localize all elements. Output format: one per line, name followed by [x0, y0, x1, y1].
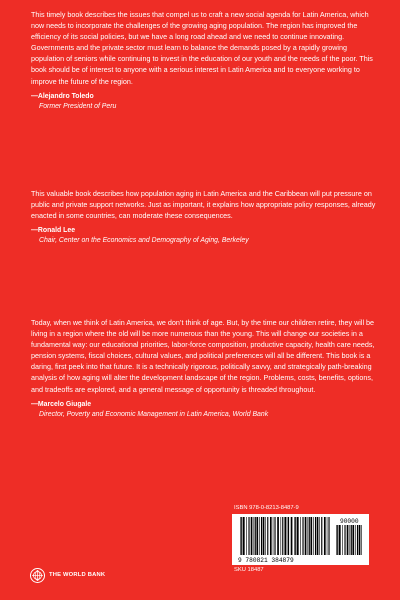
- endorsement-toledo: [31, 9, 376, 112]
- world-bank-globe-icon: [30, 568, 45, 583]
- endorser-title: Director, Poverty and Economic Management in Latin America, World Bank: [39, 410, 269, 418]
- world-bank-logo: [30, 566, 105, 584]
- endorsement-text: This valuable book describes how population aging in Latin America and the Caribbean will put pressure on public and private support networks. Just as important, it explains how appropriate policy responses, already enacted in some countries, can moderate these consequences.: [31, 189, 376, 221]
- endorser-name: —Marcelo Giugale: [31, 400, 92, 408]
- barcode-graphic: [232, 514, 369, 565]
- endorser-title: Chair, Center on the Economics and Demography of Aging, Berkeley: [39, 237, 249, 245]
- barcode-number: 9 780821 384879: [238, 557, 294, 564]
- isbn-label: ISBN 978-0-8213-8487-9: [234, 505, 299, 511]
- publisher-name: THE WORLD BANK: [49, 572, 106, 578]
- endorsement-giugale: [31, 317, 376, 420]
- barcode-price-code: 90000: [340, 518, 359, 525]
- sku-label: SKU 18487: [234, 567, 264, 573]
- endorsement-text: Today, when we think of Latin America, we don’t think of age. But, by the time our children retire, they will be living in a region where the old will be more numerous than the young. This will change our societies in a fundamental way: our educational priorities, labor-force composition, productive capacity, health care needs, pension systems, fiscal choices, cultural values, and political preferences will all be different. This book is a daring, first peek into that future. It is a technically rigorous, politically savvy, and strategically path-breaking analysis of how aging will alter the development landscape of the region. Problems, costs, benefits, options, and tradeoffs are explored, and a general message of opportunity is threaded throughout.: [31, 318, 375, 394]
- endorsement-lee: [31, 188, 376, 246]
- endorser-name: —Alejandro Toledo: [31, 92, 94, 100]
- endorser-name: —Ronald Lee: [31, 227, 76, 235]
- endorsement-text: This timely book describes the issues that compel us to craft a new social agenda for Latin America, which now needs to incorporate the challenges of the growing aging population. The region has improved the efficiency of its social policies, but we have a long road ahead and we need to continue innovating. Governments and the private sector must learn to balance the demands posed by a rapidly growing population of seniors while continuing to invest in the education of our youth and the needs of the poor. This book should be of interest to anyone with a serious interest in Latin America and to everyone working to improve the future of the region.: [31, 10, 373, 86]
- barcode: [232, 514, 369, 565]
- endorser-title: Former President of Peru: [39, 102, 117, 110]
